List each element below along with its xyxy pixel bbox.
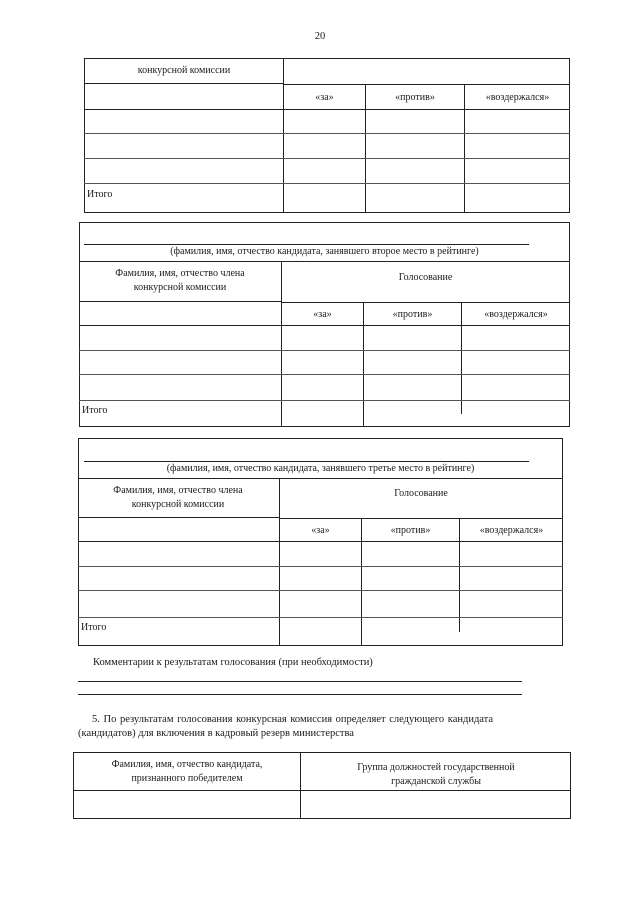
- position-group-header-line1: Группа должностей государственной: [357, 762, 515, 773]
- member-header-line2: конкурсной комиссии: [131, 499, 225, 510]
- row-line: [78, 566, 563, 567]
- comments-label: Комментарии к результатам голосования (при необходимости): [93, 657, 373, 668]
- member-header-line1: Фамилия, имя, отчество члена: [115, 268, 245, 279]
- member-header: конкурсной комиссии: [137, 65, 231, 76]
- vote-abstain-header: «воздержался»: [485, 92, 550, 103]
- comment-line: [78, 694, 522, 695]
- vote-for-header: «за»: [313, 309, 332, 320]
- section5-line2: (кандидатов) для включения в кадровый резерв министерства: [78, 728, 354, 739]
- row-line: [78, 541, 563, 542]
- vote-for-header: «за»: [315, 92, 334, 103]
- row-line: [79, 350, 570, 351]
- member-header-line2: конкурсной комиссии: [133, 282, 227, 293]
- row-line: [84, 83, 283, 84]
- section5-line1: 5. По результатам голосования конкурсная комиссия определяет следующего кандидата: [92, 714, 494, 725]
- vote-against-header: «против»: [395, 92, 435, 103]
- vote-against-header: «против»: [390, 525, 431, 536]
- row-line: [79, 301, 281, 302]
- row-line: [79, 374, 570, 375]
- vote-against-header: «против»: [392, 309, 433, 320]
- candidate-caption: (фамилия, имя, отчество кандидата, занявшего второе место в рейтинге): [170, 246, 479, 257]
- vote-abstain-header: «воздержался»: [479, 525, 544, 536]
- table-border: [84, 58, 570, 213]
- vote-header: Голосование: [394, 488, 448, 499]
- member-header-line1: Фамилия, имя, отчество члена: [113, 485, 243, 496]
- candidate-name-line: [84, 461, 529, 462]
- row-line: [279, 518, 563, 519]
- row-line: [79, 261, 570, 262]
- row-line: [79, 400, 570, 401]
- comment-line: [78, 681, 522, 682]
- row-line: [281, 302, 570, 303]
- vote-abstain-header: «воздержался»: [484, 309, 548, 320]
- candidate-caption: (фамилия, имя, отчество кандидата, занявшего третье место в рейтинге): [166, 463, 475, 474]
- row-line: [84, 133, 570, 134]
- col-divider: [361, 518, 362, 646]
- row-line: [78, 517, 279, 518]
- row-line: [78, 478, 563, 479]
- row-line: [73, 790, 571, 791]
- col-divider: [283, 58, 284, 213]
- row-line: [78, 617, 563, 618]
- row-line: [79, 325, 570, 326]
- row-line: [78, 590, 563, 591]
- col-divider: [281, 261, 282, 427]
- row-line: [84, 183, 570, 184]
- winner-header-line1: Фамилия, имя, отчество кандидата,: [111, 759, 263, 770]
- col-divider: [279, 478, 280, 646]
- total-label: Итого: [87, 189, 113, 200]
- row-line: [84, 109, 570, 110]
- candidate-name-line: [84, 244, 529, 245]
- winner-header-line2: признанного победителем: [131, 773, 243, 784]
- vote-header: Голосование: [398, 272, 453, 283]
- total-label: Итого: [82, 405, 108, 416]
- vote-for-header: «за»: [311, 525, 330, 536]
- total-label: Итого: [81, 622, 107, 633]
- page-number: 20: [314, 31, 326, 42]
- position-group-header-line2: гражданской службы: [391, 776, 481, 787]
- row-line: [84, 158, 570, 159]
- row-line: [283, 84, 570, 85]
